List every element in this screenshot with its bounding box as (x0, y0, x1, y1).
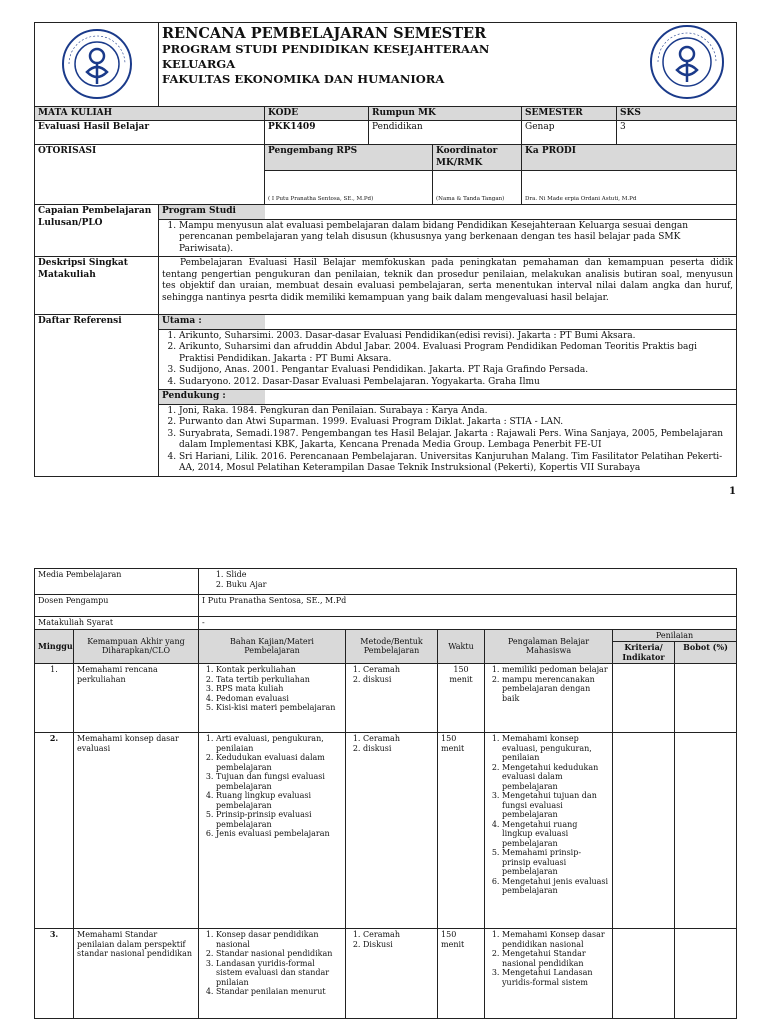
col-bobot: Bobot (%) (675, 642, 737, 664)
list-item: 2. Mengetahui Standar nasional pendidikan (502, 949, 609, 968)
rumpun-header: Rumpun MK (369, 106, 522, 121)
list-item: 5. Kisi-kisi materi pembelajaran (216, 703, 342, 713)
kaprodi-header: Ka PRODI (522, 145, 737, 171)
list-item: 2. Mengetahui kedudukan evaluasi dalam pembelajaran (502, 763, 609, 792)
list-item: 3. Mengetahui Landasan yuridis-formal sistem (502, 968, 609, 987)
ref-item: 2. Arikunto, Suharsimi dan afruddin Abdul Jabar. 2004. Evaluasi Program Pendidikan Pedoman Teoritis Praktis bagi Praktisi Pendidikan. Jakarta : PT Bumi Aksara. (179, 342, 733, 365)
list-item: 4. Standar penilaian menurut (216, 987, 342, 997)
dosen-label: Dosen Pengampu (35, 595, 199, 617)
university-logo-cell (35, 23, 159, 107)
row-pengalaman (485, 664, 613, 733)
list-item: 1. memiliki pedoman belajar (502, 665, 609, 675)
sks-header: SKS (617, 107, 737, 121)
list-item: 1. Kontak perkuliahan (216, 665, 342, 675)
ref-item: 4. Sri Hariani, Lilik. 2016. Perencanaan Pembelajaran. Universitas Kanjuruhan Malang. Tim Fasilitator Pelatihan Pekerti-AA, 2014, Mosul Pelatihan Keterampilan Dasae Teknik Instruksional (Pekerti), Kopertis VII Surabaya (179, 452, 733, 475)
university-logo (61, 28, 133, 100)
row-metode (346, 733, 438, 929)
doc-title: RENCANA PEMBELAJARAN SEMESTER (162, 25, 487, 42)
cpl-item: 1. Mampu menyusun alat evaluasi pembelajaran dalam bidang Pendidikan Kesejahteraan Keluarga sesuai dengan perencanan pembelajaran yang telah disusun (khususnya yang berkenaan dengan tes hasil belajar pada SMK Pariwisata). (179, 221, 733, 256)
col-waktu: Waktu (438, 629, 485, 664)
otorisasi-label: OTORISASI (35, 145, 265, 205)
ref-item: 3. Sudijono, Anas. 2001. Pengantar Evaluasi Pendidikan. Jakarta. PT Raja Grafindo Persada. (179, 365, 733, 377)
ref-item: 1. Joni, Raka. 1984. Pengkuran dan Penilaian. Surabaya : Karya Anda. (179, 406, 733, 418)
pengembang-name: ( I Putu Pranatha Sentosa, SE., M.Pd) (265, 171, 433, 205)
list-item: 2. diskusi (363, 675, 434, 685)
col-pengalaman: Pengalaman Belajar Mahasiswa (485, 629, 613, 664)
kaprodi-name: Dra. Ni Made erpia Ordani Astuti, M.Pd (522, 171, 737, 205)
semester-value: Genap (522, 121, 617, 144)
list-item: 1. Ceramah (363, 665, 434, 675)
ref-item: 4. Sudaryono. 2012. Dasar-Dasar Evaluasi Pembelajaran. Yogyakarta. Graha Ilmu (179, 377, 733, 389)
list-item: 3. Landasan yuridis-formal sistem evaluasi dan standar pnilaian (216, 959, 342, 988)
col-bahan: Bahan Kajian/Materi Pembelajaran (199, 629, 346, 664)
list-item: 2. mampu merencanakan pembelajaran dengan baik (502, 675, 609, 704)
row-bahan (199, 664, 346, 733)
row-bobot (675, 664, 737, 733)
row-kriteria (613, 733, 675, 929)
col-metode: Metode/Bentuk Pembelajaran (346, 629, 438, 664)
faculty-logo (649, 24, 725, 100)
list-item: 1. Memahami Konsep dasar pendidikan nasional (502, 930, 609, 949)
kode-header: KODE (265, 106, 369, 121)
utama-label: Utama : (159, 315, 265, 330)
col-kriteria: Kriteria/ Indikator (613, 642, 675, 664)
pendukung-list (159, 404, 737, 476)
row-bobot (675, 929, 737, 1019)
list-item: 1. Ceramah (363, 734, 434, 744)
col-minggu: Minggu (35, 629, 74, 664)
list-item: 2. Tata tertib perkuliahan (216, 675, 342, 685)
semester-sks-header (522, 106, 737, 121)
list-item: 2. diskusi (363, 744, 434, 754)
list-item: 1. Arti evaluasi, pengukuran, penilaian (216, 734, 342, 753)
list-item: 5. Memahami prinsip-prinsip evaluasi pembelajaran (502, 848, 609, 877)
table-row (35, 929, 737, 1019)
faculty-logo-cell (522, 23, 737, 107)
pengembang-header: Pengembang RPS (265, 145, 433, 171)
semester-sks-values (522, 121, 737, 145)
list-item: 6. Mengetahui jenis evaluasi pembelajaran (502, 877, 609, 896)
row-kemampuan: Memahami rencana perkuliahan (74, 664, 199, 733)
list-item: 1. Memahami konsep evaluasi, pengukuran, penilaian (502, 734, 609, 763)
row-kemampuan: Memahami Standar penilaian dalam perspektif standar nasional pendidikan (74, 929, 199, 1019)
mk-header: MATA KULIAH (35, 106, 265, 121)
page-1 (34, 22, 736, 477)
ref-item: 1. Arikunto, Suharsimi. 2003. Dasar-dasar Evaluasi Pendidikan(edisi revisi). Jakarta : PT Bumi Aksara. (179, 331, 733, 343)
media-item: 1. Slide (226, 570, 733, 580)
row-minggu: 1. (35, 664, 74, 733)
row-bahan (199, 733, 346, 929)
koordinator-header: Koordinator MK/RMK (433, 145, 522, 171)
row-metode (346, 664, 438, 733)
deskripsi-cell (159, 257, 737, 315)
list-item: 6. Jenis evaluasi pembelajaran (216, 829, 342, 839)
row-kemampuan: Memahami konsep dasar evaluasi (74, 733, 199, 929)
page-number: 1 (729, 486, 736, 497)
list-item: 4. Ruang lingkup evaluasi pembelajaran (216, 791, 342, 810)
col-penilaian: Penilaian (613, 629, 737, 642)
list-item: 3. Tujuan dan fungsi evaluasi pembelajaran (216, 772, 342, 791)
list-item: 2. Kedudukan evaluasi dalam pembelajaran (216, 753, 342, 772)
list-item: 4. Pedoman evaluasi (216, 694, 342, 704)
list-item: 5. Prinsip-prinsip evaluasi pembelajaran (216, 810, 342, 829)
row-minggu: 3. (35, 929, 74, 1019)
media-label: Media Pembelajaran (35, 569, 199, 595)
list-item: 2. Standar nasional pendidikan (216, 949, 342, 959)
row-metode (346, 929, 438, 1019)
list-item: 1. Konsep dasar pendidikan nasional (216, 930, 342, 949)
ref-item: 2. Purwanto dan Atwi Suparman. 1999. Evaluasi Program Diklat. Jakarta : STIA - LAN. (179, 417, 733, 429)
table-row (35, 733, 737, 929)
row-kriteria (613, 664, 675, 733)
cpl-items (159, 219, 737, 257)
col-kemampuan: Kemampuan Akhir yang Diharapkan/CLO (74, 629, 199, 664)
program-name: PROGRAM STUDI PENDIDIKAN KESEJAHTERAAN KELUARGA (162, 42, 490, 71)
semester-header: SEMESTER (522, 107, 617, 121)
dosen-value: I Putu Pranatha Sentosa, SE., M.Pd (199, 595, 737, 617)
koordinator-name: (Nama & Tanda Tangan) (433, 171, 522, 205)
list-item: 2. Diskusi (363, 940, 434, 950)
ref-item: 3. Suryabrata, Semadi.1987. Pengembangan tes Hasil Belajar. Jakarta : Rajawali Pers. Wina Sanjaya, 2005, Pembelajaran dalam Implementasi KBK, Jakarta, Kencana Prenada Media Group. Lembaga Penerbit FE-UI (179, 429, 733, 452)
page-2 (34, 568, 736, 1019)
referensi-label: Daftar Referensi (35, 315, 159, 477)
list-item: 4. Mengetahui ruang lingkup evaluasi pembelajaran (502, 820, 609, 849)
syarat-label: Matakuliah Syarat (35, 617, 199, 630)
syarat-value: - (199, 617, 737, 630)
pendukung-label: Pendukung : (159, 390, 265, 405)
row-waktu: 150 menit (438, 733, 485, 929)
row-waktu: 150 menit (438, 664, 485, 733)
sks-value: 3 (620, 122, 626, 132)
course-name: Evaluasi Hasil Belajar (35, 121, 265, 145)
deskripsi-label: Deskripsi Singkat Matakuliah (35, 257, 159, 315)
utama-list (159, 329, 737, 390)
deskripsi-text: Pembelajaran Evaluasi Hasil Belajar memfokuskan pada peningkatan pemahaman dan kemampuan peserta didik tentang pengertian pengukuran dan penilaian, teknik dan prosedur penilaian, melakukan analisis butiran soal, menyusun tes objektif dan uraian, membuat desain evaluasi pembelajaran, serta menentukan interval nilai dalam angka dan huruf, sehingga nantinya pesrta didik memiliki kemampuan yang baik dalam mengevaluasi hasil belajar. (162, 258, 734, 303)
row-bobot (675, 733, 737, 929)
faculty-name: FAKULTAS EKONOMIKA DAN HUMANIORA (162, 72, 445, 86)
course-code: PKK1409 (265, 121, 369, 145)
row-pengalaman (485, 733, 613, 929)
table-row (35, 664, 737, 733)
row-bahan (199, 929, 346, 1019)
header-titles (159, 23, 522, 107)
cpl-sub: Program Studi (159, 205, 265, 220)
course-rumpun: Pendidikan (369, 121, 522, 145)
row-minggu: 2. (35, 733, 74, 929)
cpl-label: Capaian Pembelajaran Lulusan/PLO (35, 205, 159, 257)
row-pengalaman (485, 929, 613, 1019)
media-list (199, 569, 737, 595)
list-item: 3. RPS mata kuliah (216, 684, 342, 694)
list-item: 1. Ceramah (363, 930, 434, 940)
media-item: 2. Buku Ajar (226, 580, 733, 590)
list-item: 3. Mengetahui tujuan dan fungsi evaluasi pembelajaran (502, 791, 609, 820)
row-waktu: 150 menit (438, 929, 485, 1019)
row-kriteria (613, 929, 675, 1019)
